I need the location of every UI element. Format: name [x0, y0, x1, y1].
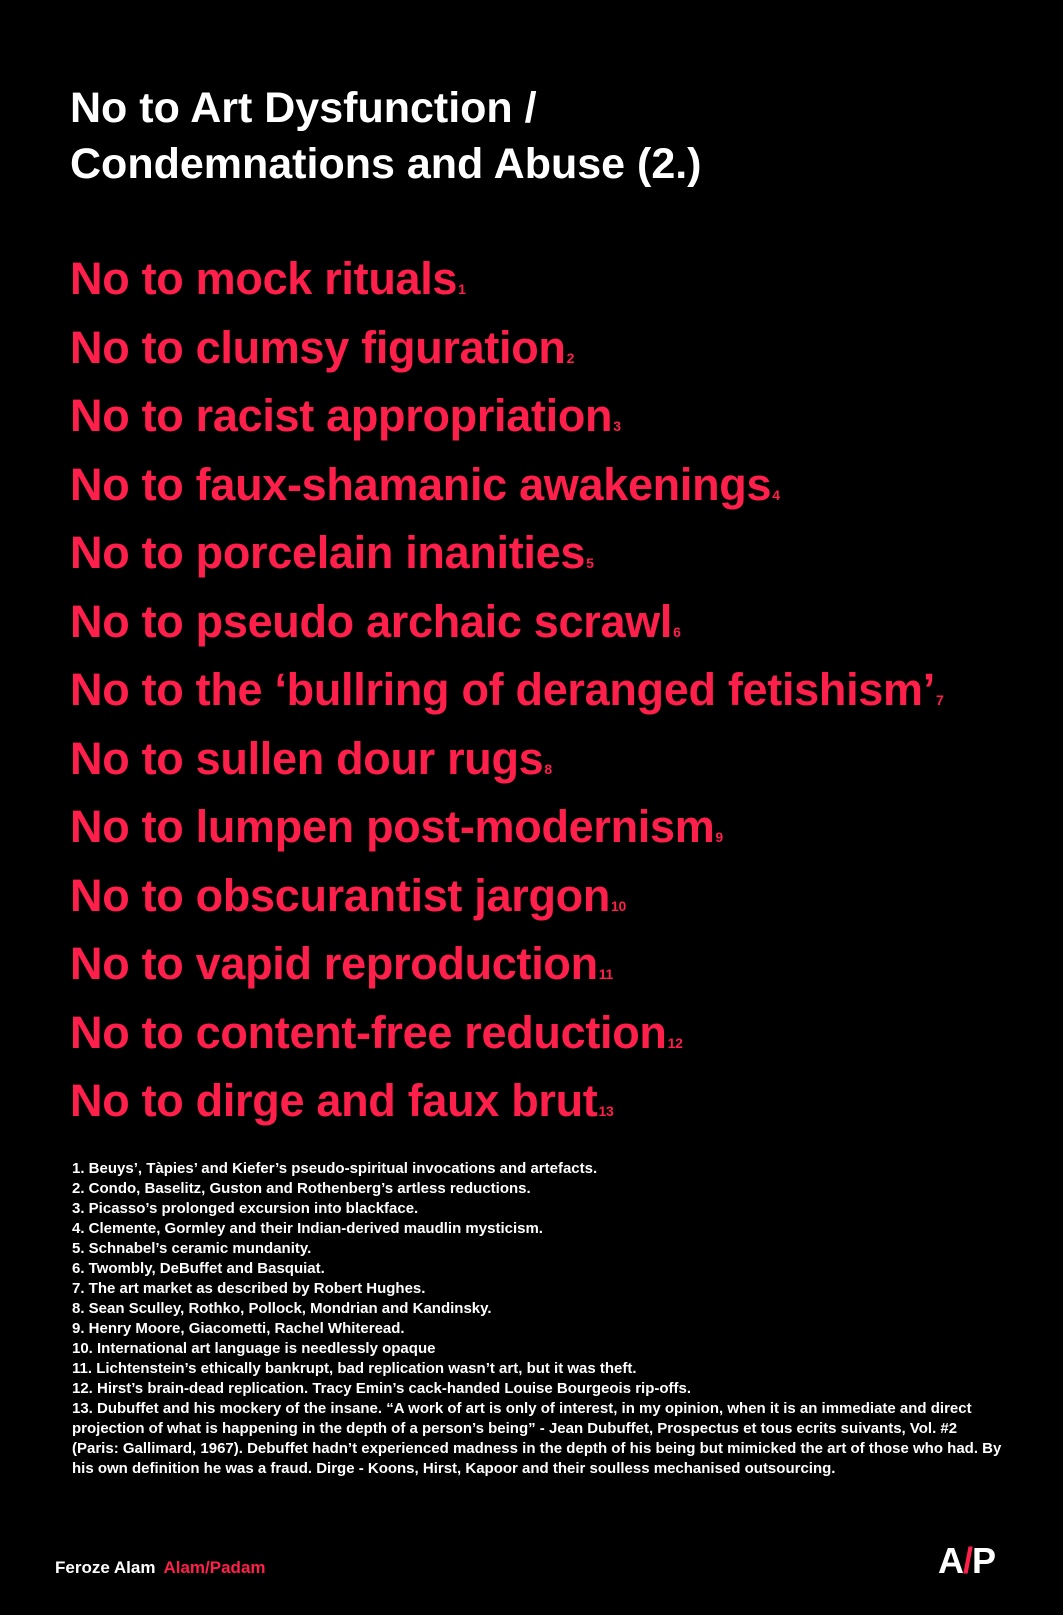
manifesto-item: No to content-free reduction12 [70, 1006, 683, 1058]
footnote: 9. Henry Moore, Giacometti, Rachel Whiteread. [72, 1320, 405, 1337]
footnote-ref: 11 [598, 966, 613, 982]
manifesto-list [70, 250, 943, 1141]
footnotes-list [72, 1159, 1002, 1479]
footnote: 6. Twombly, DeBuffet and Basquiat. [72, 1260, 325, 1277]
footnote-ref: 1 [458, 281, 466, 297]
manifesto-item: No to vapid reproduction11 [70, 938, 613, 989]
footnote-ref: 5 [586, 555, 594, 571]
manifesto-item: No to the ‘bullring of deranged fetishism’7 [70, 664, 944, 715]
manifesto-item: No to lumpen post-modernism9 [70, 801, 723, 852]
footnote-ref: 8 [544, 760, 552, 777]
footnote: 11. Lichtenstein’s ethically bankrupt, bad replication wasn’t art, but it was theft. [72, 1360, 637, 1377]
manifesto-item: No to dirge and faux brut13 [70, 1075, 614, 1126]
brand-name: Alam/Padam [163, 1558, 266, 1577]
footnote: 12. Hirst’s brain-dead replication. Tracy Emin’s cack-handed Louise Bourgeois rip-offs. [72, 1380, 692, 1397]
manifesto-item: No to faux-shamanic awakenings4 [70, 458, 780, 510]
footnote-ref: 7 [935, 692, 944, 708]
footnote: 5. Schnabel’s ceramic mundanity. [72, 1240, 312, 1257]
manifesto-item: No to sullen dour rugs8 [70, 732, 552, 784]
footnote-ref: 4 [772, 486, 780, 503]
manifesto-item: No to racist appropriation3 [70, 390, 621, 441]
manifesto-item: No to porcelain inanities5 [70, 527, 594, 578]
page-title [70, 80, 702, 192]
footnote: 8. Sean Sculley, Rothko, Pollock, Mondrian and Kandinsky. [72, 1300, 492, 1317]
footer-credit [55, 1558, 266, 1578]
footnote: 3. Picasso’s prolonged excursion into blackface. [72, 1200, 419, 1217]
footnote: 10. International art language is needlessly opaque [72, 1340, 436, 1357]
manifesto-item: No to obscurantist jargon10 [70, 869, 626, 921]
footnote-ref: 2 [566, 349, 575, 366]
footnote-ref: 12 [667, 1034, 683, 1051]
manifesto-item: No to mock rituals1 [70, 253, 466, 304]
footnote-ref: 13 [598, 1103, 614, 1119]
footnote-ref: 3 [613, 418, 621, 434]
title-line-2: Condemnations and Abuse (2.) [70, 140, 702, 188]
footnote: 4. Clemente, Gormley and their Indian-derived maudlin mysticism. [72, 1220, 543, 1237]
footnote-ref: 6 [673, 623, 681, 640]
manifesto-item: No to clumsy figuration2 [70, 321, 575, 373]
footnote: 1. Beuys’, Tàpies’ and Kiefer’s pseudo-spiritual invocations and artefacts. [72, 1160, 598, 1177]
ap-logo: A/P [938, 1540, 996, 1581]
footnote-ref: 10 [611, 897, 626, 914]
footnote: 2. Condo, Baselitz, Guston and Rothenberg’s artless reductions. [72, 1180, 531, 1197]
footnote: 13. Dubuffet and his mockery of the insane. “A work of art is only of interest, in my opinion, when it is an immediate and direct projection of what is happening in the depth of a person’s being” - Jean Dubuffet, Prospectus et tous ecrits suivants, Vol. #2 (Paris: Gallimard, 1967). Debuffet hadn’t experienced madness in the depth of his being but mimicked the art of those who had. By his own definition he was a fraud. Dirge - Koons, Hirst, Kapoor and their soulless mechanised outsourcing. [72, 1400, 1002, 1477]
footnote: 7. The art market as described by Robert Hughes. [72, 1280, 426, 1297]
footnote-ref: 9 [715, 829, 723, 845]
title-line-1: No to Art Dysfunction / [70, 84, 537, 132]
manifesto-item: No to pseudo archaic scrawl6 [70, 595, 681, 647]
author-name: Feroze Alam [55, 1558, 156, 1577]
